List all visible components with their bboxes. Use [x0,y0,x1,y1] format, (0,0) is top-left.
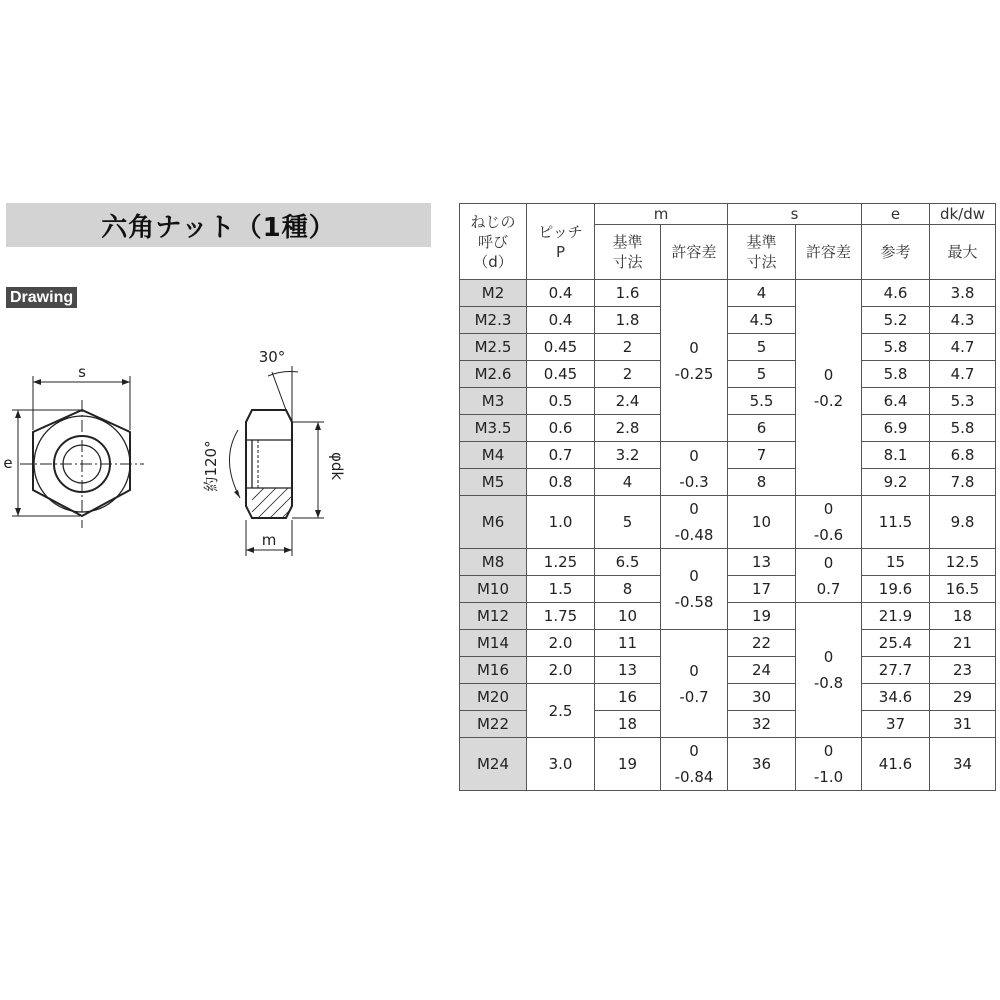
cell-size: M2.5 [460,334,527,361]
cell-size: M22 [460,711,527,738]
cell-dk: 34 [930,738,996,791]
header-dk: dk/dw [930,204,996,225]
cell-m-tolerance: 0 -0.3 [661,442,728,496]
table-row [460,388,996,415]
cell-dk: 3.8 [930,280,996,307]
cell-pitch: 1.25 [527,549,595,576]
cell-dk: 16.5 [930,576,996,603]
header-pitch: ピッチ P [527,204,595,280]
cell-pitch: 3.0 [527,738,595,791]
cell-s-basic: 24 [728,657,796,684]
table-row [460,684,996,711]
section-hatch [252,488,292,518]
cell-m-tolerance: 0 -0.7 [661,630,728,738]
cell-s-basic: 10 [728,496,796,549]
cell-e: 21.9 [862,603,930,630]
cell-size: M2.6 [460,361,527,388]
cell-m-basic: 16 [595,684,661,711]
table-row [460,415,996,442]
cell-m-basic: 6.5 [595,549,661,576]
e-arrow-bottom [15,508,21,516]
cell-pitch: 2.0 [527,657,595,684]
cell-size: M24 [460,738,527,791]
cell-dk: 12.5 [930,549,996,576]
cell-dk: 7.8 [930,469,996,496]
cell-size: M2 [460,280,527,307]
cell-dk: 21 [930,630,996,657]
cell-dk: 18 [930,603,996,630]
cell-e: 4.6 [862,280,930,307]
e-label: e [3,454,13,472]
cell-s-tolerance: 0 -0.6 [796,496,862,549]
header-m-basic: 基準 寸法 [595,225,661,280]
angle-120-label: 約120° [202,440,220,492]
cell-e: 37 [862,711,930,738]
cell-pitch: 0.7 [527,442,595,469]
cell-e: 11.5 [862,496,930,549]
cell-dk: 4.7 [930,334,996,361]
cell-m-basic: 11 [595,630,661,657]
cell-e: 6.4 [862,388,930,415]
cell-s-basic: 19 [728,603,796,630]
angle-120-arrow [234,490,240,498]
angle-120-arc [229,430,240,498]
m-arrow-right [284,547,292,553]
cell-m-basic: 2 [595,361,661,388]
table-row [460,496,996,549]
table-row [460,549,996,576]
header-s-basic: 基準 寸法 [728,225,796,280]
cell-s-tolerance: 0 -0.8 [796,603,862,738]
cell-m-tolerance: 0 -0.48 [661,496,728,549]
cell-dk: 29 [930,684,996,711]
cell-dk: 5.8 [930,415,996,442]
table-row [460,603,996,630]
table-row [460,334,996,361]
cell-m-basic: 5 [595,496,661,549]
cell-size: M20 [460,684,527,711]
header-m-tol: 許容差 [661,225,728,280]
cell-e: 25.4 [862,630,930,657]
e-arrow-top [15,410,21,418]
hex-side-view [229,366,324,556]
cell-m-basic: 2.8 [595,415,661,442]
table-row [460,361,996,388]
cell-e: 15 [862,549,930,576]
cell-pitch: 0.45 [527,334,595,361]
cell-s-basic: 8 [728,469,796,496]
cell-s-tolerance: 0 -0.2 [796,280,862,496]
cell-dk: 5.3 [930,388,996,415]
cell-size: M16 [460,657,527,684]
table-row [460,469,996,496]
cell-m-basic: 2.4 [595,388,661,415]
table-row [460,738,996,791]
cell-s-basic: 5 [728,334,796,361]
header-e-ref: 参考 [862,225,930,280]
cell-s-basic: 36 [728,738,796,791]
cell-size: M8 [460,549,527,576]
cell-m-basic: 4 [595,469,661,496]
dk-arrow-bottom [315,510,321,518]
spec-table [459,203,996,791]
cell-size: M6 [460,496,527,549]
side-outline [246,410,292,518]
cell-dk: 4.7 [930,361,996,388]
cell-pitch: 1.0 [527,496,595,549]
cell-m-basic: 13 [595,657,661,684]
cell-pitch: 0.6 [527,415,595,442]
nut-drawing [0,330,360,570]
angle-30-label: 30° [258,348,286,366]
cell-e: 5.2 [862,307,930,334]
cell-size: M14 [460,630,527,657]
cell-s-basic: 5.5 [728,388,796,415]
cell-s-basic: 30 [728,684,796,711]
cell-s-basic: 6 [728,415,796,442]
cell-size: M2.3 [460,307,527,334]
cell-pitch: 0.8 [527,469,595,496]
dk-label: φdk [328,451,346,481]
cell-m-tolerance: 0 -0.25 [661,280,728,442]
header-dk-max: 最大 [930,225,996,280]
table-row [460,657,996,684]
cell-e: 9.2 [862,469,930,496]
cell-e: 8.1 [862,442,930,469]
s-arrow-right [122,379,130,385]
cell-m-basic: 1.8 [595,307,661,334]
hex-front-view [12,376,144,528]
cell-dk: 9.8 [930,496,996,549]
m-label: m [261,531,277,549]
header-e: e [862,204,930,225]
cell-m-basic: 3.2 [595,442,661,469]
cell-e: 5.8 [862,334,930,361]
cell-e: 6.9 [862,415,930,442]
cell-m-basic: 2 [595,334,661,361]
cell-s-basic: 7 [728,442,796,469]
cell-pitch: 2.0 [527,630,595,657]
m-arrow-left [246,547,254,553]
page-title: 六角ナット（1種） [6,203,431,247]
cell-size: M10 [460,576,527,603]
s-label: s [78,363,86,381]
cell-pitch: 0.5 [527,388,595,415]
cell-size: M12 [460,603,527,630]
cell-m-basic: 19 [595,738,661,791]
cell-e: 5.8 [862,361,930,388]
cell-size: M4 [460,442,527,469]
header-s-tol: 許容差 [796,225,862,280]
header-s: s [728,204,862,225]
angle-30-line [272,372,286,410]
cell-pitch: 0.45 [527,361,595,388]
table-row [460,307,996,334]
cell-pitch: 1.75 [527,603,595,630]
cell-s-basic: 5 [728,361,796,388]
cell-size: M3 [460,388,527,415]
cell-m-basic: 8 [595,576,661,603]
spec-table-body [460,204,996,791]
cell-pitch: 0.4 [527,307,595,334]
cell-e: 19.6 [862,576,930,603]
dk-arrow-top [315,422,321,430]
cell-m-tolerance: 0 -0.58 [661,549,728,630]
cell-e: 27.7 [862,657,930,684]
cell-m-tolerance: 0 -0.84 [661,738,728,791]
cell-s-basic: 32 [728,711,796,738]
drawing-label: Drawing [6,287,77,308]
cell-dk: 23 [930,657,996,684]
cell-s-basic: 13 [728,549,796,576]
cell-size: M5 [460,469,527,496]
table-row [460,630,996,657]
cell-m-basic: 1.6 [595,280,661,307]
cell-s-basic: 4 [728,280,796,307]
cell-s-basic: 22 [728,630,796,657]
cell-s-basic: 17 [728,576,796,603]
cell-s-tolerance: 0 -1.0 [796,738,862,791]
cell-pitch: 1.5 [527,576,595,603]
table-row [460,280,996,307]
cell-s-tolerance: 0 0.7 [796,549,862,603]
cell-pitch: 2.5 [527,684,595,738]
table-row [460,576,996,603]
table-row [460,442,996,469]
header-size: ねじの 呼び （d） [460,204,527,280]
cell-m-basic: 10 [595,603,661,630]
header-m: m [595,204,728,225]
cell-m-basic: 18 [595,711,661,738]
cell-e: 41.6 [862,738,930,791]
cell-s-basic: 4.5 [728,307,796,334]
cell-dk: 4.3 [930,307,996,334]
cell-dk: 6.8 [930,442,996,469]
cell-size: M3.5 [460,415,527,442]
cell-e: 34.6 [862,684,930,711]
cell-dk: 31 [930,711,996,738]
s-arrow-left [33,379,41,385]
cell-pitch: 0.4 [527,280,595,307]
